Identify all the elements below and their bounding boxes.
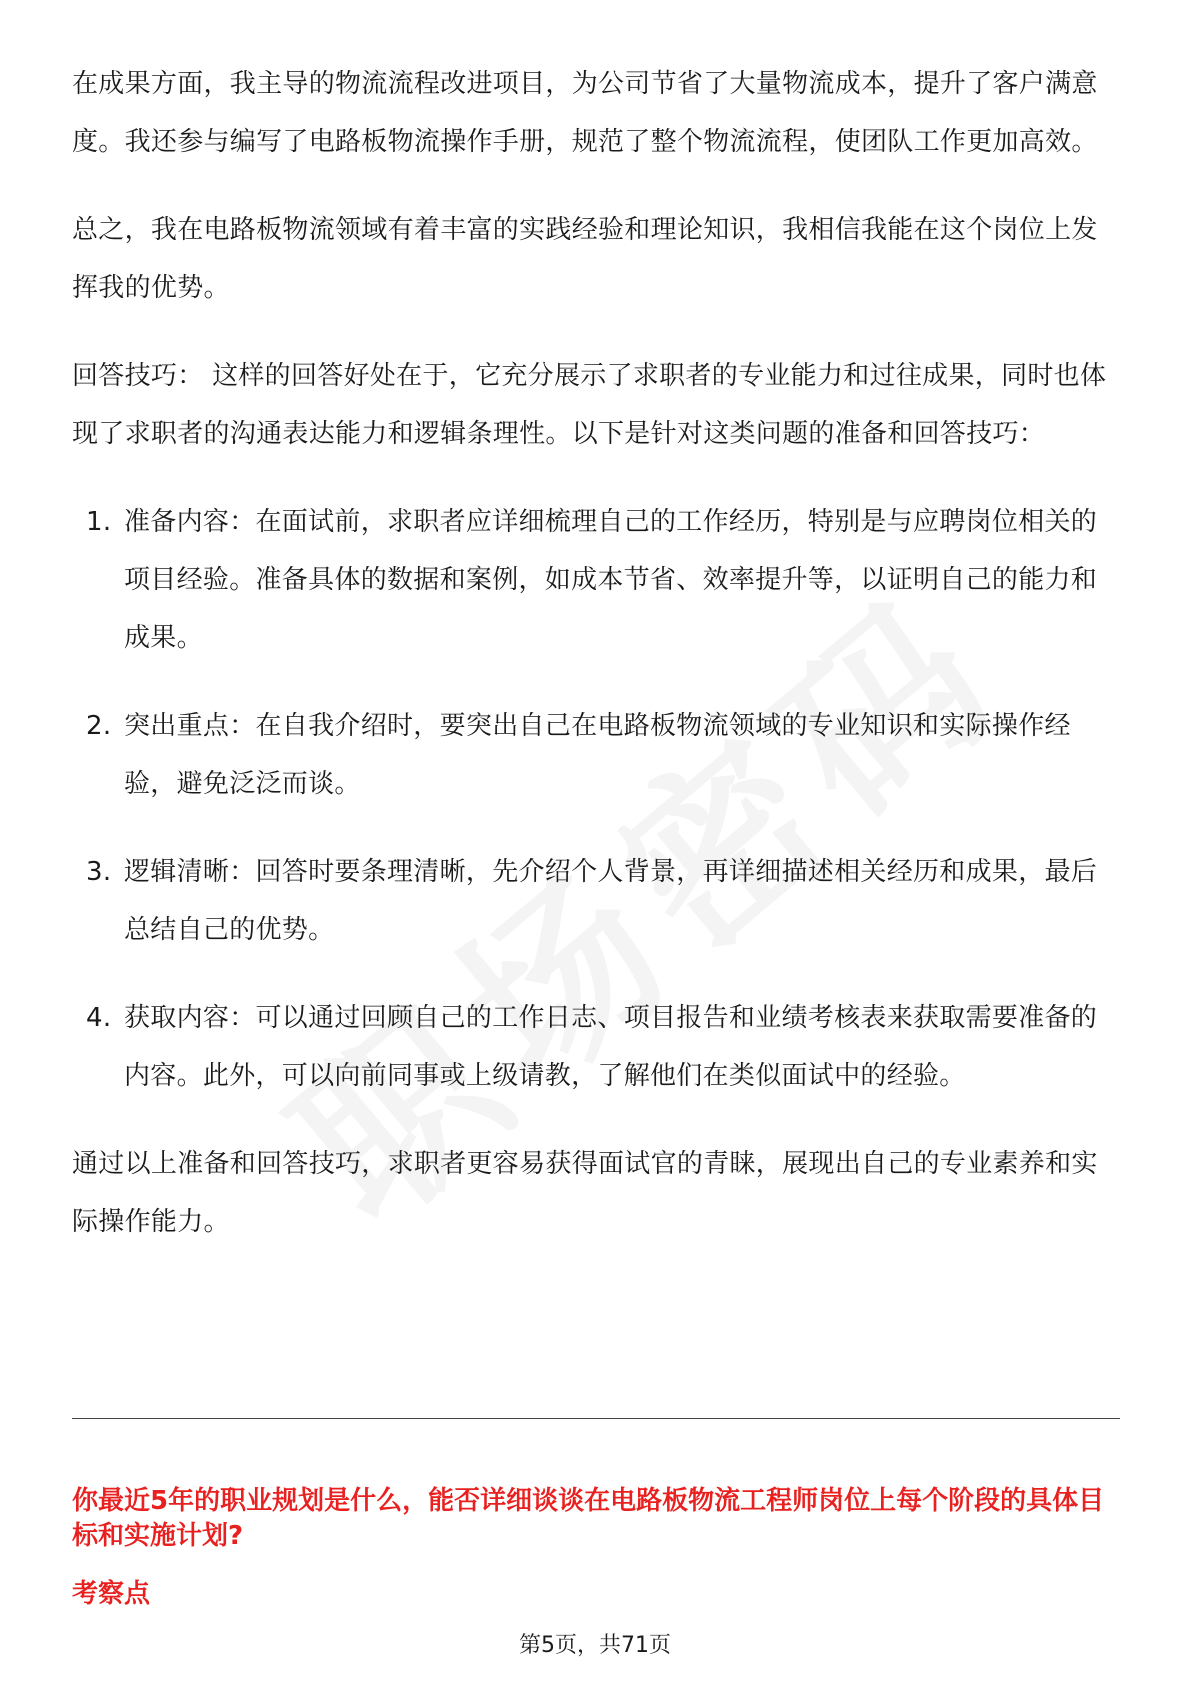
paragraph-closing: 通过以上准备和回答技巧，求职者更容易获得面试官的青睐，展现出自己的专业素养和实际操作能力。 [72,1149,1098,1237]
list-item [72,843,1120,959]
list-item [72,697,1120,813]
document-body [72,55,1120,1281]
section-divider [72,1418,1120,1419]
list-item-text: 逻辑清晰：回答时要条理清晰，先介绍个人背景，再详细描述相关经历和成果，最后总结自己的优势。 [124,857,1098,945]
tips-list [72,493,1120,1105]
list-item-number: 2. [86,711,112,741]
list-item [72,989,1120,1105]
list-item-text: 突出重点：在自我介绍时，要突出自己在电路板物流领域的专业知识和实际操作经验，避免泛泛而谈。 [124,711,1071,799]
question-heading: 你最近5年的职业规划是什么，能否详细谈谈在电路板物流工程师岗位上每个阶段的具体目标和实施计划? [72,1486,1105,1551]
list-item-text: 获取内容：可以通过回顾自己的工作日志、项目报告和业绩考核表来获取需要准备的内容。此外，可以向前同事或上级请教，了解他们在类似面试中的经验。 [124,1003,1098,1091]
paragraph-answer-tips: 回答技巧： 这样的回答好处在于，它充分展示了求职者的专业能力和过往成果，同时也体现了求职者的沟通表达能力和逻辑条理性。以下是针对这类问题的准备和回答技巧： [72,361,1107,449]
page-footer: 第5页，共71页 [519,1633,671,1658]
subheading-focus: 考察点 [72,1579,151,1609]
list-item-number: 3. [86,857,112,887]
paragraph-summary: 总之，我在电路板物流领域有着丰富的实践经验和理论知识，我相信我能在这个岗位上发挥我的优势。 [72,215,1098,303]
list-item-text: 准备内容：在面试前，求职者应详细梳理自己的工作经历，特别是与应聘岗位相关的项目经验。准备具体的数据和案例，如成本节省、效率提升等，以证明自己的能力和成果。 [124,507,1098,653]
paragraph-achievements: 在成果方面，我主导的物流流程改进项目，为公司节省了大量物流成本，提升了客户满意度。我还参与编写了电路板物流操作手册，规范了整个物流流程，使团队工作更加高效。 [72,69,1098,157]
list-item-number: 1. [86,507,112,537]
list-item [72,493,1120,667]
list-item-number: 4. [86,1003,112,1033]
